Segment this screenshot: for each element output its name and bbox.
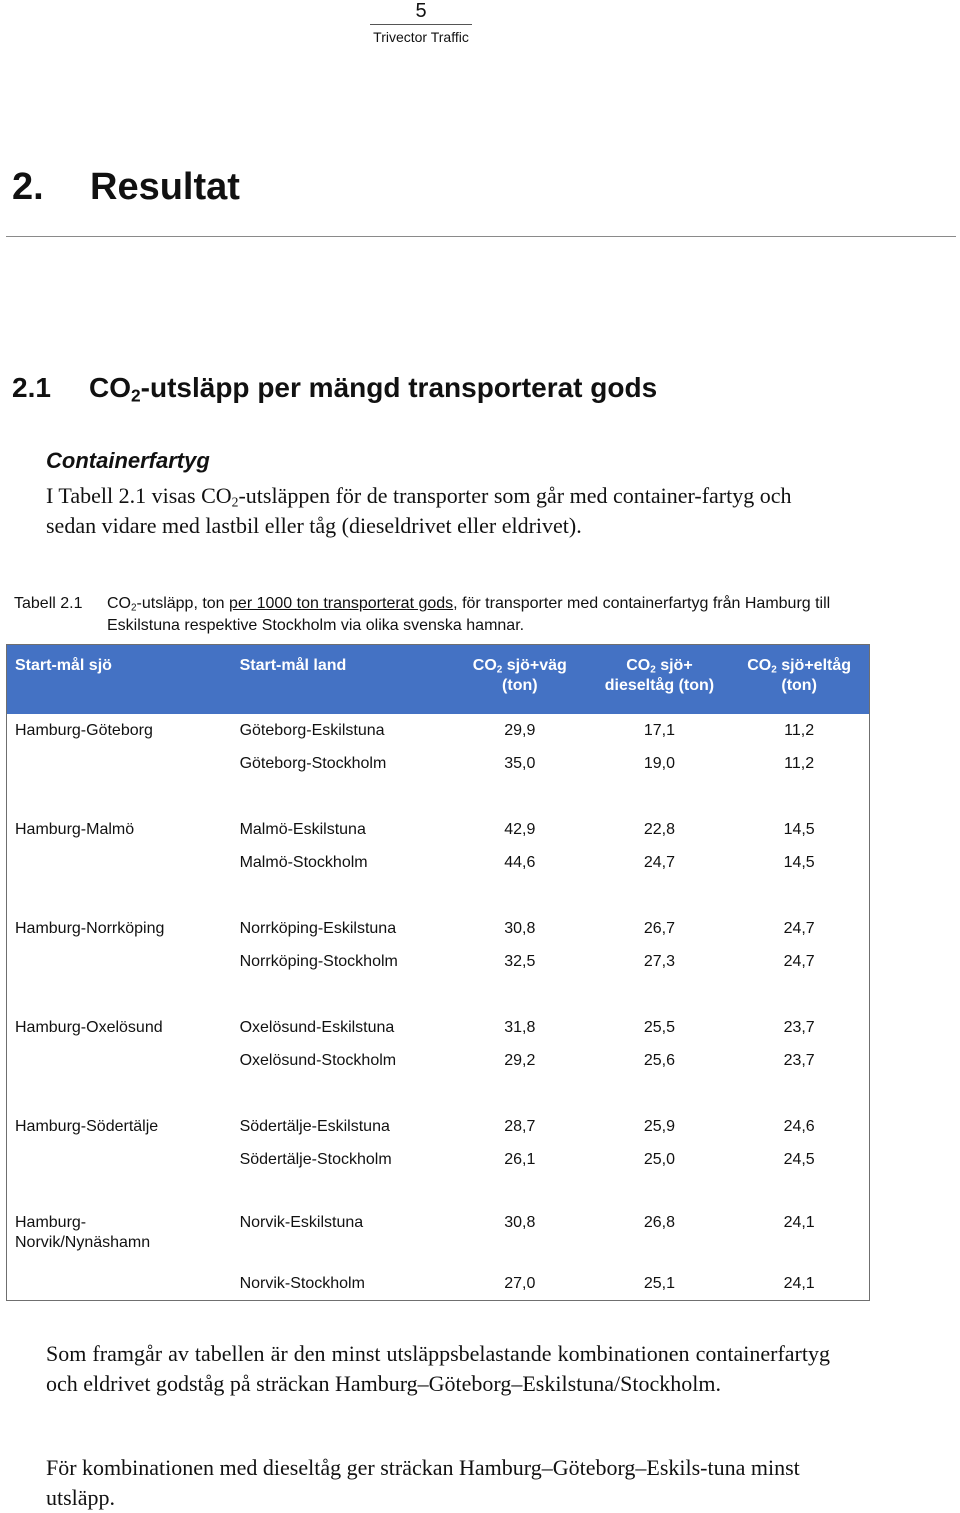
chapter-number: 2. (12, 166, 44, 208)
caption-prefix: CO (107, 595, 131, 612)
co2-road-cell: 30,8 (504, 1214, 536, 1231)
co2-diesel-cell: 25,6 (643, 1051, 676, 1069)
sea-route-cell: Hamburg-Södertälje (15, 1117, 159, 1135)
table-header-row (7, 645, 870, 715)
co2-diesel-cell: 25,0 (643, 1150, 676, 1168)
sea-route-cell: Hamburg-Oxelösund (15, 1018, 163, 1036)
co2-road-cell: 30,8 (504, 919, 536, 937)
land-route-cell: Södertälje-Eskilstuna (239, 1117, 390, 1135)
co2-diesel-cell: 25,5 (643, 1018, 676, 1036)
co2-diesel-cell: 22,8 (643, 820, 676, 838)
land-route-cell: Oxelösund-Eskilstuna (239, 1018, 395, 1036)
header-company: Trivector Traffic (373, 29, 469, 45)
table-row (7, 846, 870, 879)
land-route-cell: Malmö-Stockholm (239, 853, 368, 871)
chapter-title (12, 164, 240, 210)
table-row (7, 1011, 870, 1044)
land-route-cell: Södertälje-Stockholm (239, 1150, 392, 1168)
land-route-cell: Norrköping-Stockholm (239, 952, 398, 970)
co2-diesel-cell: 26,7 (643, 919, 676, 937)
co2-road-cell: 26,1 (504, 1150, 536, 1168)
intro-before: I Tabell 2.1 visas CO (46, 483, 232, 508)
co2-road-cell: 42,9 (504, 820, 536, 838)
table-row (7, 1267, 870, 1301)
chapter-rule (6, 236, 956, 237)
caption-subscript: 2 (131, 602, 137, 614)
land-route-cell: Göteborg-Eskilstuna (239, 721, 385, 739)
section-number: 2.1 (12, 372, 51, 403)
co2-diesel-cell: 17,1 (643, 721, 676, 739)
header-sea-route: Start-mål sjö (7, 645, 240, 715)
spacer-row (7, 978, 870, 1011)
co2-electric-cell: 23,7 (783, 1018, 815, 1036)
header-co2-electric-train: $CO_2$ sjö+eltåg (ton) (729, 645, 869, 715)
co2-road-cell: 29,9 (504, 721, 536, 739)
co2-road-cell: 31,8 (504, 1018, 536, 1036)
land-route-cell: Norrköping-Eskilstuna (239, 919, 397, 937)
co2-road-cell: 29,2 (504, 1051, 536, 1069)
sea-route-cell: Hamburg-Göteborg (15, 721, 153, 739)
co2-road-cell: 44,6 (504, 853, 536, 871)
spacer-row (7, 879, 870, 912)
page-header (370, 0, 472, 46)
section-title (12, 370, 657, 406)
land-route-cell: Malmö-Eskilstuna (239, 820, 366, 838)
caption-underlined: per 1000 ton transporterat gods (229, 595, 454, 612)
table-row (7, 1044, 870, 1077)
chapter-title-text: Resultat (90, 166, 240, 208)
conclusion-paragraph-2: För kombinationen med dieseltåg ger sträckan Hamburg–Göteborg–Eskils-tuna minst utsläpp. (46, 1455, 800, 1510)
section-title-prefix: CO (89, 372, 131, 403)
co2-electric-cell: 23,7 (783, 1051, 815, 1069)
co2-diesel-cell: 19,0 (643, 754, 676, 772)
co2-diesel-cell: 25,9 (643, 1117, 676, 1135)
section-title-subscript: 2 (131, 385, 141, 406)
co2-diesel-cell: 25,1 (643, 1274, 676, 1292)
intro-subscript: 2 (231, 494, 239, 510)
table-row (7, 1110, 870, 1143)
page-number: 5 (415, 0, 427, 22)
co2-electric-cell: 11,2 (784, 754, 815, 772)
caption-label: Tabell 2.1 (14, 595, 83, 612)
table-row (7, 714, 870, 747)
co2-road-cell: 27,0 (504, 1274, 536, 1292)
sea-route-cell: Hamburg- Norvik/Nynäshamn (15, 1214, 151, 1251)
co2-road-cell: 35,0 (504, 754, 536, 772)
co2-diesel-cell: 27,3 (643, 952, 676, 970)
land-route-cell: Norvik-Eskilstuna (239, 1214, 364, 1231)
table-row (7, 1143, 870, 1176)
co2-electric-cell: 24,1 (783, 1274, 815, 1292)
spacer-row (7, 1077, 870, 1110)
co2-electric-cell: 24,7 (783, 919, 815, 937)
co2-electric-cell: 14,5 (783, 820, 815, 838)
intro-after: -utsläppen för de transporter som går med container-fartyg och sedan vidare med lastbil eller tåg (dieseldrivet eller eldrivet). (46, 483, 792, 538)
land-route-cell: Göteborg-Stockholm (239, 754, 387, 772)
table-row (7, 747, 870, 780)
caption-after: , för transporter med containerfartyg från Hamburg till Eskilstuna respektive Stockholm via olika svenska hamnar. (107, 595, 831, 634)
co2-diesel-cell: 24,7 (643, 853, 676, 871)
header-rule (370, 24, 472, 25)
co2-electric-cell: 24,6 (783, 1117, 815, 1135)
header-co2-road: $CO_2$ sjö+väg (ton) (450, 645, 590, 715)
co2-road-cell: 32,5 (504, 952, 536, 970)
conclusion-paragraph: Som framgår av tabellen är den minst utsläppsbelastande kombinationen containerfartyg och eldrivet godståg på sträckan Hamburg–Göteborg–Eskilstuna/Stockholm. (46, 1341, 830, 1396)
land-route-cell: Oxelösund-Stockholm (239, 1051, 397, 1069)
caption-text (107, 593, 867, 637)
section-title-suffix: -utsläpp per mängd transporterat gods (140, 372, 658, 403)
table-row (7, 813, 870, 846)
table-row (7, 912, 870, 945)
co2-electric-cell: 24,7 (783, 952, 815, 970)
co2-diesel-cell: 26,8 (643, 1214, 676, 1231)
table-row (7, 1209, 870, 1267)
co2-road-cell: 28,7 (504, 1117, 536, 1135)
co2-electric-cell: 11,2 (784, 721, 815, 739)
caption-before-link: -utsläpp, ton (136, 595, 230, 612)
sea-route-cell: Hamburg-Norrköping (15, 919, 165, 937)
header-co2-diesel-train: $CO_2$ sjö+ dieseltåg (ton) (590, 645, 730, 715)
spacer-row (7, 1176, 870, 1209)
intro-paragraph (46, 481, 846, 541)
co2-electric-cell: 24,5 (783, 1150, 815, 1168)
sea-route-cell: Hamburg-Malmö (15, 820, 135, 838)
co2-electric-cell: 14,5 (783, 853, 815, 871)
header-land-route: Start-mål land (240, 645, 450, 715)
co2-electric-cell: 24,1 (783, 1214, 815, 1231)
result-table (6, 644, 870, 1301)
subheading: Containerfartyg (46, 448, 210, 473)
spacer-row (7, 780, 870, 813)
table-row (7, 945, 870, 978)
land-route-cell: Norvik-Stockholm (239, 1274, 365, 1292)
